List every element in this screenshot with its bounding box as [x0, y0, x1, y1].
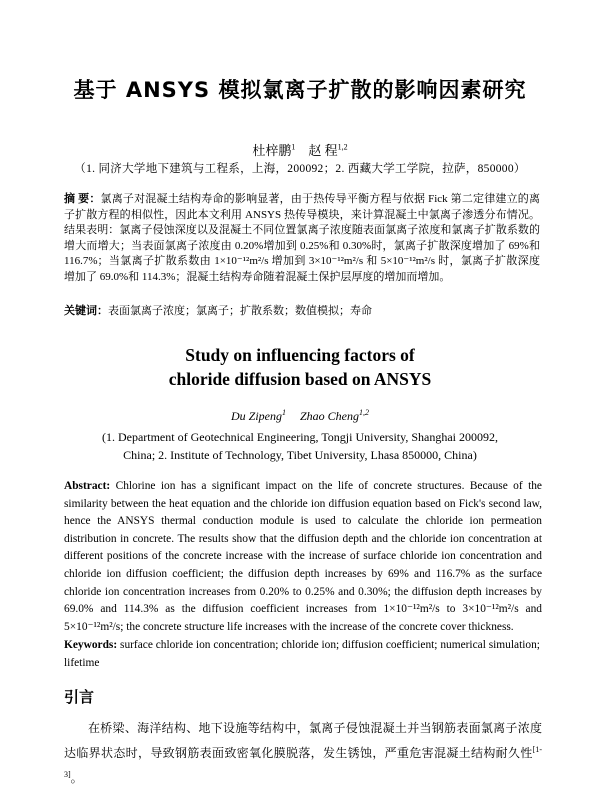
english-author-1-affil: 1: [281, 408, 286, 417]
english-title-line-1: Study on influencing factors of: [185, 345, 415, 365]
introduction-paragraph: [64, 718, 542, 789]
english-keywords: [64, 637, 542, 672]
chinese-abstract-label: 摘 要：: [64, 193, 101, 205]
chinese-author-2: 赵 程: [308, 143, 338, 158]
introduction-citation: [1-3]: [64, 745, 542, 779]
chinese-abstract: [64, 192, 540, 286]
chinese-author-1-affil: 1: [291, 142, 296, 152]
english-author-2: Zhao Cheng: [299, 409, 359, 423]
english-affiliation-line-2: China; 2. Institute of Technology, Tibet University, Lhasa 850000, China): [123, 448, 477, 462]
english-keywords-text: surface chloride ion concentration; chloride ion; diffusion coefficient; numerical simulation; lifetime: [64, 639, 540, 669]
english-author-2-affil: 1,2: [359, 408, 369, 417]
chinese-keywords-label: 关键词：: [64, 305, 108, 317]
introduction-text-end: 。: [70, 771, 83, 785]
english-title: [0, 343, 600, 391]
chinese-author-2-affil: 1,2: [337, 142, 348, 152]
chinese-abstract-text: 氯离子对混凝土结构寿命的影响显著，由于热传导平衡方程与依据 Fick 第二定律建立的离子扩散方程的相似性，因此本文利用 ANSYS 热传导模块，来计算混凝土中氯离子渗透分布情况。结果表明：氯离子侵蚀深度以及混凝土不同位置氯离子浓度随表面氯离子浓度和氯离子扩散系数的增大而增大；当表面氯离子浓度由 0.20%增加到 0.25%和 0.30%时，氯离子扩散深度增加了 69%和 116.7%；当氯离子扩散系数由 1×10⁻¹²m²/s 增加到 3×10⁻¹²m²/s 和 5×10⁻¹²m²/s 时，氯离子扩散深度增加了 69.0%和 114.3%；混凝土结构寿命随着混凝土保护层厚度的增加而增加。: [64, 193, 540, 283]
english-author-1: Du Zipeng: [230, 409, 282, 423]
chinese-author-1: 杜梓鹏: [252, 143, 292, 158]
introduction-text: 在桥梁、海洋结构、地下设施等结构中，氯离子侵蚀混凝土并当钢筋表面氯离子浓度达临界状态时，导致钢筋表面致密氧化膜脱落，发生锈蚀，严重危害混凝土结构耐久性: [64, 721, 542, 760]
english-abstract: [64, 478, 542, 636]
introduction-heading: 引言: [64, 688, 95, 706]
english-affiliation: [60, 428, 540, 464]
chinese-affiliation: （1. 同济大学地下建筑与工程系，上海，200092；2. 西藏大学工学院，拉萨，850000）: [74, 163, 526, 175]
chinese-keywords-text: 表面氯离子浓度；氯离子；扩散系数；数值模拟；寿命: [108, 305, 372, 317]
english-keywords-label: Keywords:: [64, 639, 118, 651]
english-abstract-label: Abstract:: [64, 480, 111, 492]
chinese-authors: [0, 140, 600, 159]
english-affiliation-line-1: (1. Department of Geotechnical Engineering, Tongji University, Shanghai 200092,: [101, 430, 499, 444]
chinese-title: 基于 ANSYS 模拟氯离子扩散的影响因素研究: [73, 78, 527, 102]
english-authors: [0, 408, 600, 424]
english-abstract-text: Chlorine ion has a significant impact on the life of concrete structures. Because of the similarity between the heat equation and the chloride ion diffusion equation based on Fick's second law, hence the ANSYS thermal conduction module is used to calculate the chloride ion permeation distribution in concrete. The results show that the diffusion depth and the chloride ion concentration at different positions of the concrete increase with the increase of surface chloride ion concentration and chloride ion diffusion coefficient; the diffusion depth increases by 69% and 116.7% as the surface chloride ion concentration increases from 0.20% to 0.25% and 0.30%; the diffusion depth increases by 69.0% and 114.3% as the diffusion coefficient increases from 1×10⁻¹²m²/s to 3×10⁻¹²m²/s and 5×10⁻¹²m²/s; the concrete structure life increases with the increase of the concrete cover thickness.: [64, 480, 542, 633]
chinese-keywords: [64, 302, 540, 318]
english-title-line-2: chloride diffusion based on ANSYS: [168, 369, 432, 389]
